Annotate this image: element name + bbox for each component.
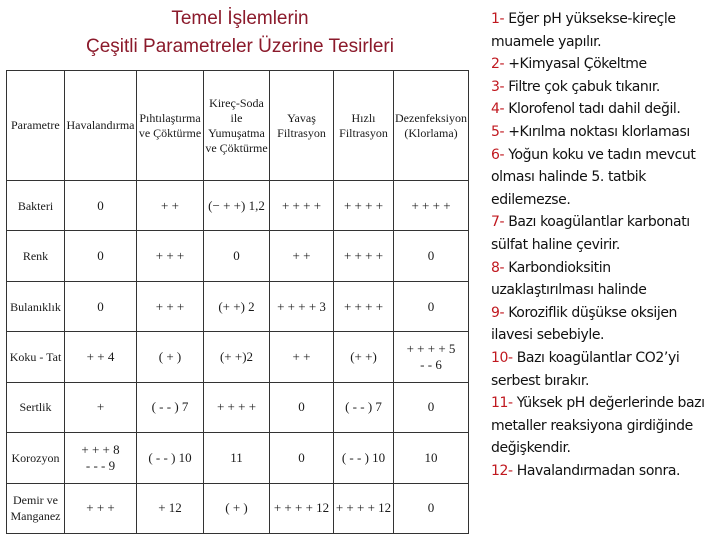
header-havalandirma: Havalandırma	[65, 71, 137, 181]
footnote-text: Yoğun koku ve tadın mevcut olması halinde 5. tatbik edilemezse.	[491, 146, 696, 208]
footnote-item	[491, 8, 717, 53]
footnote-item	[491, 347, 717, 392]
header-dezenfeksiyon: Dezenfeksiyon (Klorlama)	[394, 71, 469, 181]
table-cell: 0	[394, 231, 469, 281]
row-label: Bakteri	[7, 181, 65, 231]
footnotes-list	[491, 8, 717, 482]
table-cell: 11	[204, 433, 270, 483]
table-cell: 0	[65, 231, 137, 281]
footnote-number: 4-	[491, 101, 505, 118]
table-cell: + +	[270, 332, 334, 382]
footnote-text: Bazı koagülantlar CO2’yi serbest bırakır.	[491, 349, 680, 389]
row-label: Demir ve Manganez	[7, 483, 65, 533]
footnote-item	[491, 53, 717, 76]
footnote-text: Bazı koagülantlar karbonatı sülfat haline çevirir.	[491, 214, 690, 253]
table-cell: ( + )	[204, 483, 270, 533]
footnote-number: 3-	[491, 78, 505, 95]
table-cell: 0	[394, 281, 469, 331]
footnote-item	[491, 121, 717, 144]
footnote-text: Filtre çok çabuk tıkanır.	[504, 78, 660, 95]
table-row	[7, 483, 469, 533]
table-cell: 0	[65, 281, 137, 331]
table-row	[7, 281, 469, 331]
table-cell: (+ +)2	[204, 332, 270, 382]
footnote-item	[491, 211, 717, 256]
table-cell: + + + +	[334, 181, 394, 231]
table-cell: + + + + 12	[334, 483, 394, 533]
table-row	[7, 433, 469, 483]
footnote-number: 1-	[491, 11, 505, 27]
header-hizli-filtrasyon: Hızlı Filtrasyon	[334, 71, 394, 181]
table-cell: ( - - ) 7	[137, 382, 204, 432]
footnote-number: 9-	[491, 304, 505, 321]
footnote-item	[491, 392, 717, 460]
table-cell: 0	[394, 382, 469, 432]
table-row	[7, 231, 469, 281]
table-cell: + + +	[65, 483, 137, 533]
row-label: Bulanıklık	[7, 281, 65, 331]
table-cell: + + + +	[394, 181, 469, 231]
footnote-number: 8-	[491, 259, 505, 276]
table-cell: (− + +) 1,2	[204, 181, 270, 231]
footnote-item	[491, 144, 717, 212]
footnote-text: +Kırılma noktası klorlaması	[504, 123, 690, 140]
table-cell: + + + + 5 - - 6	[394, 332, 469, 382]
footnote-number: 6-	[491, 146, 505, 163]
table-cell: 0	[65, 181, 137, 231]
table-cell: + + +	[137, 281, 204, 331]
table-cell: 0	[270, 382, 334, 432]
table-cell: + + + + 3	[270, 281, 334, 331]
footnote-text: Havalandırmadan sonra.	[512, 462, 681, 479]
footnote-item	[491, 257, 717, 302]
footnote-text: Koroziflik düşükse oksijen ilavesi sebebiyle.	[491, 304, 678, 344]
footnote-text: +Kimyasal Çökeltme	[504, 56, 647, 73]
header-yavas-filtrasyon: Yavaş Filtrasyon	[270, 71, 334, 181]
footnote-number: 7-	[491, 214, 505, 231]
footnote-text: Yüksek pH değerlerinde bazı metaller reaksiyona girdiğinde değişkendir.	[491, 395, 705, 457]
table-cell: + + + +	[204, 382, 270, 432]
table-cell: 0	[270, 433, 334, 483]
table-row	[7, 181, 469, 231]
table-cell: 0	[394, 483, 469, 533]
header-kirec-soda: Kireç-Soda ile Yumuşatma ve Çöktürme	[204, 71, 270, 181]
header-parametre: Parametre	[7, 71, 65, 181]
row-label: Koku - Tat	[7, 332, 65, 382]
table-cell: + + + +	[334, 281, 394, 331]
footnote-text: Eğer pH yüksekse-kireçle muamele yapılır.	[491, 11, 676, 50]
table-cell: ( + )	[137, 332, 204, 382]
footnote-number: 12-	[491, 462, 513, 479]
table-cell: + + + 8 - - - 9	[65, 433, 137, 483]
table-row	[7, 382, 469, 432]
table-cell: 10	[394, 433, 469, 483]
footnote-item	[491, 76, 717, 99]
slide-title-line2: Çeşitli Parametreler Üzerine Tesirleri	[86, 36, 394, 57]
row-label: Sertlik	[7, 382, 65, 432]
row-label: Korozyon	[7, 433, 65, 483]
table-cell: + + +	[137, 231, 204, 281]
row-label: Renk	[7, 231, 65, 281]
footnote-number: 2-	[491, 56, 505, 73]
table-cell: +	[65, 382, 137, 432]
footnote-number: 10-	[491, 349, 513, 366]
table-row	[7, 332, 469, 382]
header-pihtilastirma: Pıhtılaştırma ve Çöktürme	[137, 71, 204, 181]
footnote-text: Klorofenol tadı dahil değil.	[504, 101, 681, 118]
table-cell: ( - - ) 10	[137, 433, 204, 483]
footnote-item	[491, 460, 717, 483]
footnote-item	[491, 98, 717, 121]
footnote-item	[491, 302, 717, 347]
table-cell: + + 4	[65, 332, 137, 382]
footnote-number: 11-	[491, 395, 513, 412]
table-cell: ( - - ) 10	[334, 433, 394, 483]
table-cell: + + + +	[334, 231, 394, 281]
table-cell: + + + +	[270, 181, 334, 231]
table-cell: (+ +) 2	[204, 281, 270, 331]
table-cell: + +	[137, 181, 204, 231]
table-body	[7, 181, 469, 534]
table-cell: + +	[270, 231, 334, 281]
footnote-number: 5-	[491, 123, 505, 140]
footnote-text: Karbondioksitin uzaklaştırılması halinde	[491, 259, 647, 299]
table-cell: (+ +)	[334, 332, 394, 382]
parameters-table	[6, 70, 469, 534]
table-cell: + + + + 12	[270, 483, 334, 533]
table-cell: 0	[204, 231, 270, 281]
table-cell: + 12	[137, 483, 204, 533]
table-cell: ( - - ) 7	[334, 382, 394, 432]
slide-title-line1: Temel İşlemlerin	[171, 8, 309, 29]
